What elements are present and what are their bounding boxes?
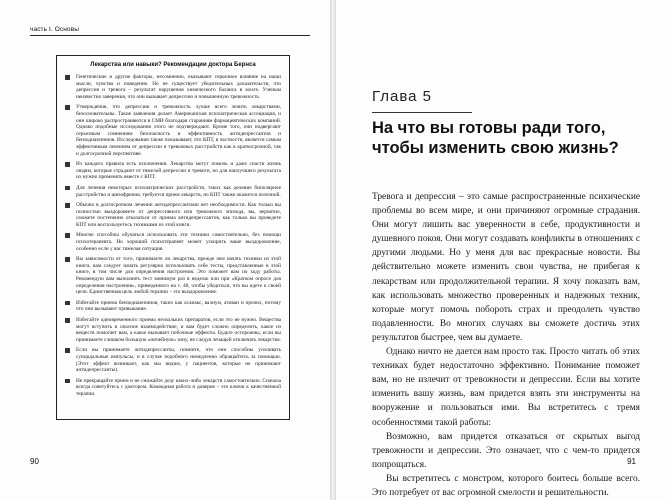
bullet-text: Вы зависимости от того, принимаете ли лекарства, прежде чем начать техники из этой книги, вам следует начать регулярно использовать себе тесты, представленные в этой книге, в том числе для определения настроения. Это поможет вам по ходу работы. Рекомендую вам выполнять тест минимум раз в неделю или при «Кратком опросе для определения настроения», приведенного на с. 48, чтобы убедиться, что вы идете к своей цели. Единственная цель любой терапии – это выздоровление. [76, 256, 281, 296]
checkbox-square-icon [65, 203, 70, 208]
bullet-text: Из каждого правила есть исключения. Лекарства могут помочь и даже спасти жизнь людям, которые страдают от тяжелой депрессии и тревоги, но для наилучшего результата их нужно применять вместе с КПТ. [76, 161, 281, 181]
paragraph: Вы встретитесь с монстром, которого боитесь больше всего. Это потребует от вас огромной смелости и решительности. [372, 473, 640, 498]
checkbox-square-icon [65, 348, 70, 353]
page-number-left: 90 [30, 457, 39, 466]
checkbox-square-icon [65, 301, 70, 306]
body-text [372, 190, 640, 500]
box-title: Лекарства или навыки? Рекомендации доктора Бернса [90, 62, 256, 68]
paragraph: Однако ничто не дается нам просто так. Просто читать об этих техниках будет недостаточно эффективно. Понимание поможет вам, но не излечит от тревожности и депрессии. Если вы хотите изменить вашу жизнь, вам придется взять эти инструменты на вооружение и пользоваться ими. Вы встретитесь с тремя особенностями такой работы: [372, 347, 640, 428]
bullet-item [65, 256, 281, 296]
bullet-text: Не прекращайте прием и не снижайте дозу каких-либо лекарств самостоятельно. Сначала всегда советуйтесь с доктором. Командная работа и доверие – это ключи к качественной терапии. [76, 377, 281, 397]
running-head: часть I. Основы [30, 26, 310, 36]
bullet-item [65, 161, 281, 181]
right-page [336, 0, 666, 500]
bullet-text: Утверждения, что депрессию и тревожность лучше всего лечить лекарствами, безосновательны. Такие заявления делает Американская психиатрическая ассоциация, и они широко распространяются в СМИ благодаря стараниям фармацевтических компаний. Однако подобные исследования этого не подтверждают. Кроме того, они подвергают серьезным сомнениям безопасность и эффективность антидепрессантов и бензодиазепинов. Исследования также показывают, что КПТ, в частности, является самым эффективным лечением от депрессии и тревожных расстройств как в краткосрочной, так и долгосрочной перспективе. [76, 104, 281, 157]
bullet-item [65, 202, 281, 228]
bullet-item [65, 232, 281, 252]
bullet-item [65, 347, 281, 373]
bullet-text: Многие способны обучаться использовать эти техники самостоятельно, без помощи психотерапевта. Но хороший психотерапевт может ускорить ваше выздоровление, особенно если у вас тяжелая ситуация. [76, 232, 281, 252]
chapter-title: На что вы готовы ради того, чтобы изменить свою жизнь? [372, 119, 619, 157]
checkbox-square-icon [65, 186, 70, 191]
left-page [0, 0, 330, 500]
checkbox-square-icon [65, 162, 70, 167]
bullet-text: Если вы принимаете антидепрессанты, помните, что они способны усиливать суицидальные импульсы, и в случае подобного немедленно обращайтесь за помощью. (Этот эффект возникает, как мы видим, у пациентов, которые не принимают антидепрессанты). [76, 347, 281, 374]
checkbox-square-icon [65, 318, 70, 323]
bullet-item [65, 74, 281, 100]
bullet-text: Обычно в долгосрочном лечении антидепрессантами нет необходимости. Как только вы полностью выздоровеете от депрессивного или тревожного эпизода, вы, вероятно, сможете постепенно отказаться от приема антидепрессантов, как только вы проведете КПТ или воспользуетесь техниками из этой книги. [76, 202, 281, 228]
bullet-item [65, 185, 281, 198]
bullet-item [65, 317, 281, 343]
checkbox-square-icon [65, 233, 70, 238]
checkbox-square-icon [65, 105, 70, 110]
paragraph: Тревога и депрессия – это самые распространенные психические проблемы во всем мире, и они причиняют огромные страдания. Они могут лишить вас уверенности в себе, продуктивности и душевного покоя. Они могут создавать конфликты в отношениях с другими людьми. Но у меня для вас прекрасные новости. Вы действительно можете изменить свои чувства, не прибегая к лекарствам или продолжительной терапии. Я хочу показать вам, как использовать множество проверенных и надежных техник, которые могут помочь побороть страх и преодолеть чувство подавленности. Во многих случаях вы сможете достичь этих результатов быстрее, чем вы думаете. [372, 192, 640, 343]
bullet-item [65, 300, 281, 313]
bullet-item [65, 104, 281, 157]
bullet-text: Для лечения некоторых психиатрических расстройств, таких как деление биполярное расстройство и шизофрения, требуется прием лекарств, но КПТ также окажется полезной. [76, 184, 281, 198]
sidebar-box [56, 55, 290, 420]
paragraph: Возможно, вам придется отказаться от скрытых выгод тревожности и депрессии. Это означает, что с чем-то придется попрощаться. [372, 431, 640, 470]
checkbox-square-icon [65, 379, 70, 384]
bullet-item [65, 378, 281, 398]
checkbox-square-icon [65, 75, 70, 80]
bullet-text: Генетические и другие факторы, несомненно, оказывают серьезное влияние на наши мысли, чувства и поведение. Но не существует убедительных доказательств, что депрессия и тревога – результат нарушения химического баланса в мозге. Ученым неизвестно заверения, что они вызывает депрессию и повышенную тревожность. [76, 74, 281, 100]
bullet-text: Избегайте приема бензодиазепинов, таких как ксанакс, валиум, ативан и прочих, потому что они вызывают привыкание. [76, 299, 281, 313]
page-number-right: 91 [627, 457, 636, 466]
checkbox-square-icon [65, 257, 70, 262]
bullet-list [65, 74, 281, 398]
chapter-label: Глава 5 [372, 88, 433, 105]
bullet-text: Избегайте одновременного приема нескольких препаратов, если это не нужно. Вещества могут вступить в опасное взаимодействие, и вам будет сложно определить, какое из веществ помогает вам, а какое вызывает побочные эффекты. Будьте осторожны, если вы принимаете слишком большую «ничейную» зону, не следуя лечащей отключать лекарства. [76, 317, 281, 343]
chapter-rule [372, 112, 472, 113]
